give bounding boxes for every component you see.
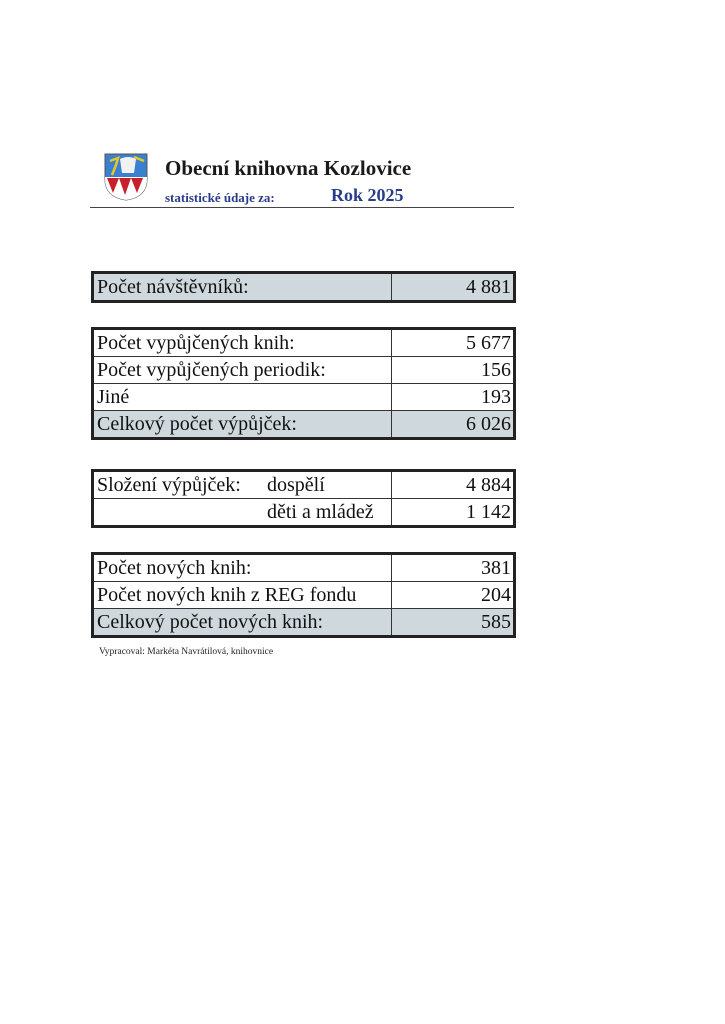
row-value: 585	[392, 609, 515, 637]
row-label: Celkový počet nových knih:	[93, 609, 392, 637]
row-label: Počet vypůjčených periodik:	[93, 357, 392, 384]
row-label: Celkový počet výpůjček:	[93, 411, 392, 439]
row-value: 5 677	[392, 329, 515, 357]
row-value: 1 142	[392, 499, 515, 527]
composition-label: Složení výpůjček:	[97, 474, 241, 496]
table-row-total	[93, 609, 515, 637]
page-title: Obecní knihovna Kozlovice	[165, 156, 412, 180]
row-label: Jiné	[93, 384, 392, 411]
table-row	[93, 357, 515, 384]
row-value: 381	[392, 554, 515, 582]
row-value: 6 026	[392, 411, 515, 439]
row-label: dospělí	[267, 474, 325, 496]
prepared-by: Vypracoval: Markéta Navrátilová, knihovnice	[99, 647, 274, 657]
row-label: Počet vypůjčených knih:	[93, 329, 392, 357]
row-label: Počet nových knih:	[93, 554, 392, 582]
row-value: 4 881	[392, 273, 515, 302]
table-row	[93, 384, 515, 411]
subtitle: statistické údaje za:	[165, 190, 275, 205]
table-row	[93, 471, 515, 499]
visitors-table	[91, 271, 516, 303]
composition-table	[91, 469, 516, 528]
table-row	[93, 499, 515, 527]
row-value: 4 884	[392, 471, 515, 499]
header-divider	[90, 207, 514, 208]
table-row	[93, 554, 515, 582]
row-value: 204	[392, 582, 515, 609]
row-value: 193	[392, 384, 515, 411]
row-label: Počet nových knih z REG fondu	[93, 582, 392, 609]
row-label: děti a mládež	[267, 501, 374, 523]
loans-table	[91, 327, 516, 440]
table-row	[93, 329, 515, 357]
table-row	[93, 273, 515, 302]
table-row-total	[93, 411, 515, 439]
row-label: Počet návštěvníků:	[93, 273, 392, 302]
new-books-table	[91, 552, 516, 638]
table-row	[93, 582, 515, 609]
year-label: Rok 2025	[331, 185, 404, 205]
row-value: 156	[392, 357, 515, 384]
coat-of-arms-logo	[104, 153, 148, 201]
